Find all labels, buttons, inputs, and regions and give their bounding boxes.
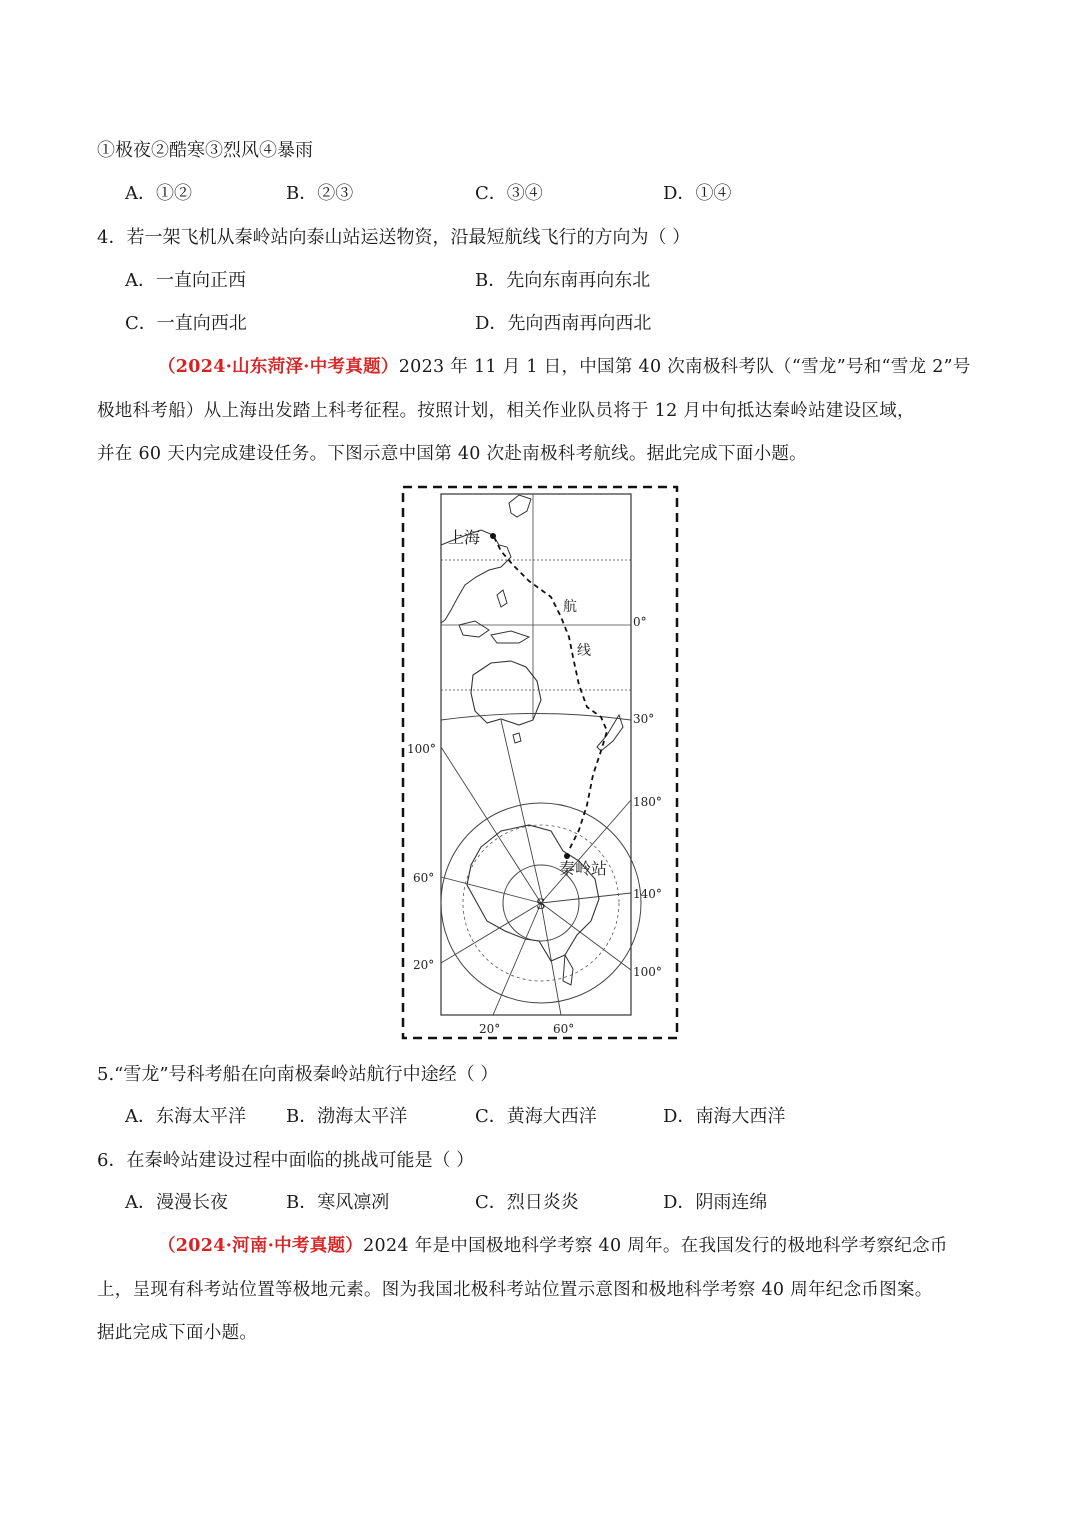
q3-choice-c[interactable] <box>475 181 543 207</box>
lon-60-bottom-label: 60° <box>553 1022 575 1036</box>
q3-choice-b[interactable] <box>286 181 353 207</box>
q5-choice-d[interactable] <box>663 1104 785 1130</box>
choice-value: ①② <box>156 183 192 204</box>
choice-label: B． <box>475 270 507 291</box>
choice-label: A． <box>125 270 156 291</box>
choice-value: 一直向正西 <box>156 270 246 291</box>
passage1-text-1: 2023 年 11 月 1 日，中国第 40 次南极科考队（“雪龙”号和“雪龙 2”号 <box>398 357 971 377</box>
choice-value: 烈日炎炎 <box>506 1192 579 1213</box>
choice-label: A． <box>125 1106 156 1127</box>
lat-30-label: 30° <box>633 712 655 726</box>
q6-choice-d[interactable] <box>663 1190 767 1216</box>
lon-60-left-label: 60° <box>413 871 435 885</box>
choice-value: 阴雨连绵 <box>695 1192 768 1213</box>
lat-0-label: 0° <box>633 615 647 629</box>
q3-options-list: ①极夜②酷寒③烈风④暴雨 <box>97 140 313 161</box>
passage1-source: （2024·山东菏泽·中考真题） <box>158 357 399 377</box>
choice-value: 渤海太平洋 <box>317 1106 408 1127</box>
q6-stem: 6．在秦岭站建设过程中面临的挑战可能是（ ） <box>97 1150 475 1171</box>
map-frame <box>441 494 631 1015</box>
q6-choice-b[interactable] <box>286 1190 389 1216</box>
choice-label: B． <box>286 1192 318 1213</box>
passage2-line-3: 据此完成下面小题。 <box>97 1323 258 1343</box>
choice-label: C． <box>475 1192 507 1213</box>
shanghai-point <box>490 533 496 539</box>
choice-label: A． <box>125 183 156 204</box>
lon-100-right-label: 100° <box>633 965 662 979</box>
lon-20-left-label: 20° <box>413 958 435 972</box>
shanghai-label: 上海 <box>448 528 481 547</box>
passage1-line-2: 极地科考船）从上海出发踏上科考征程。按照计划，相关作业队员将于 12 月中旬抵达秦岭站建设区域， <box>97 401 915 421</box>
lon-140-label: 140° <box>633 887 662 901</box>
q5-choice-a[interactable] <box>125 1104 246 1130</box>
q3-choice-a[interactable] <box>125 181 192 207</box>
q6-choice-c[interactable] <box>475 1190 579 1216</box>
choice-label: C． <box>125 313 157 334</box>
choice-value: 东海太平洋 <box>156 1106 246 1127</box>
passage2-text-1: 2024 年是中国极地科学考察 40 周年。在我国发行的极地科学考察纪念币 <box>363 1236 948 1256</box>
choice-label: C． <box>475 183 507 204</box>
route-label-char1: 航 <box>563 599 577 615</box>
choice-label: A． <box>125 1192 156 1213</box>
choice-label: D． <box>475 313 508 334</box>
lon-100-left-label: 100° <box>407 742 436 756</box>
passage1-line-3: 并在 60 天内完成建设任务。下图示意中国第 40 次赴南极科考航线。据此完成下面小题。 <box>97 444 807 464</box>
q4-choice-a[interactable] <box>125 268 246 294</box>
choice-value: ①④ <box>695 183 732 204</box>
choice-value: 南海大西洋 <box>695 1106 786 1127</box>
antarctic-route-map <box>401 485 679 1040</box>
choice-value: ②③ <box>317 183 354 204</box>
q5-choice-b[interactable] <box>286 1104 407 1130</box>
q3-choice-d[interactable] <box>663 181 731 207</box>
choice-value: 一直向西北 <box>156 313 247 334</box>
qinling-station-label: 秦岭站 <box>559 859 608 878</box>
choice-value: 寒风凛冽 <box>317 1192 390 1213</box>
q4-choice-b[interactable] <box>475 268 650 294</box>
q5-choice-c[interactable] <box>475 1104 597 1130</box>
south-pole-label: S <box>536 897 546 913</box>
lon-20-bottom-label: 20° <box>479 1022 501 1036</box>
q6-choice-a[interactable] <box>125 1190 228 1216</box>
choice-label: D． <box>663 183 696 204</box>
choice-label: D． <box>663 1106 696 1127</box>
choice-label: B． <box>286 183 318 204</box>
choice-label: B． <box>286 1106 318 1127</box>
choice-value: 先向西南再向西北 <box>507 313 652 334</box>
passage2-line-1 <box>158 1233 948 1259</box>
choice-value: 先向东南再向东北 <box>506 270 651 291</box>
passage1-line-1 <box>158 354 971 380</box>
q4-choice-c[interactable] <box>125 311 247 337</box>
passage2-source: （2024·河南·中考真题） <box>158 1236 364 1256</box>
q5-stem: 5.“雪龙”号科考船在向南极秦岭站航行中途经（ ） <box>97 1064 499 1085</box>
choice-value: ③④ <box>506 183 543 204</box>
choice-value: 漫漫长夜 <box>156 1192 228 1213</box>
choice-value: 黄海大西洋 <box>506 1106 597 1127</box>
q4-stem: 4．若一架飞机从秦岭站向泰山站运送物资，沿最短航线飞行的方向为（ ） <box>97 227 691 248</box>
lon-180-label: 180° <box>633 795 662 809</box>
choice-label: C． <box>475 1106 507 1127</box>
choice-label: D． <box>663 1192 696 1213</box>
passage2-line-2: 上，呈现有科考站位置等极地元素。图为我国北极科考站位置示意图和极地科学考察 40 周年纪念币图案。 <box>97 1280 933 1300</box>
q4-choice-d[interactable] <box>475 311 651 337</box>
route-label-char2: 线 <box>577 643 591 659</box>
